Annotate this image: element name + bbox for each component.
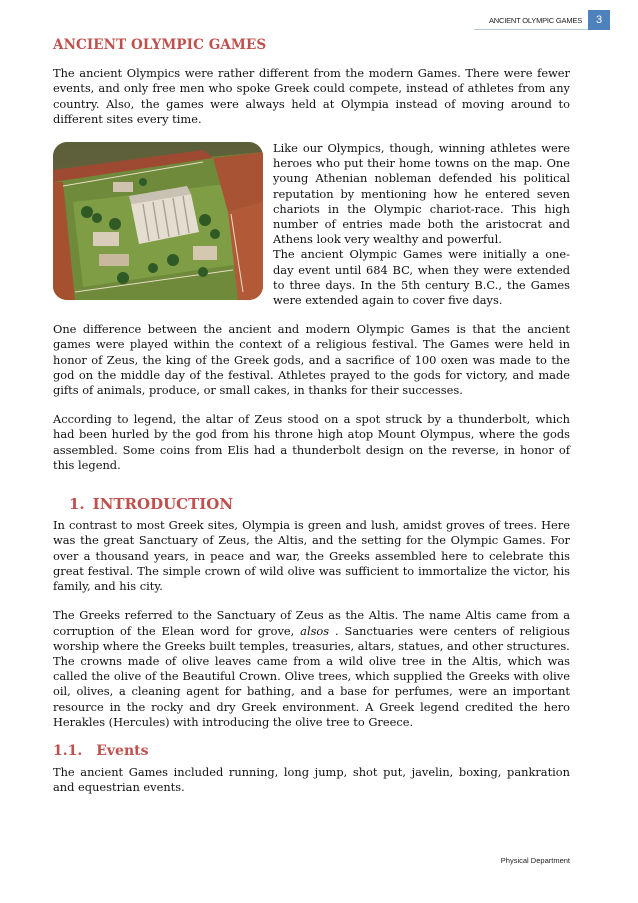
paragraph-heroes: Like our Olympics, though, winning athletes were heroes who put their home towns on the map. One young Athenian nobleman defended his political reputation by mentioning how he entered seven chariots in the Olympic chariot-race. This high number of entries made both the aristocrat and Athens look very wealthy and powerful. (273, 141, 570, 247)
heading-events-title: Events (96, 742, 149, 759)
page-footer: Physical Department (500, 856, 570, 865)
paragraph-introduction-2-b: . Sanctuaries were centers of religious worship where the Greeks built temples, treasuries, altars, statues, and other structures. (53, 623, 571, 653)
paragraph-introduction-3: The crowns made of olive leaves came from a wild olive tree in the Altis, which was called the olive of the Beautiful Crown. Olive trees, which supplied the Greeks with olive oil, olives, a cleaning agent for bathing, and a base for perfumes, were an important resource in the rocky and dry Greek environment. A Greek legend credited the hero Herakles (Hercules) with introducing the olive tree to Greece. (53, 653, 570, 729)
paragraph-intro: The ancient Olympics were rather different from the modern Games. There were fewer events, and only free men who spoke Greek could compete, instead of athletes from any country. Also, the games were always held at Olympia instead of moving around to different sites every time. (53, 66, 570, 126)
paragraph-introduction-1: In contrast to most Greek sites, Olympia is green and lush, amidst groves of trees. Here was the great Sanctuary of Zeus, the Altis, and the setting for the Olympic Games. For over a thousand years, in peace and war, the Greeks assembled here to celebrate this great festival. The simple crown of wild olive was sufficient to immortalize the victor, his family, and his city. (53, 518, 570, 594)
paragraph-introduction-2-italic: alsos (300, 623, 330, 638)
olympia-model-image (53, 142, 263, 300)
heading-events-number: 1.1. (53, 742, 83, 759)
heading-introduction (69, 497, 570, 512)
page-content (53, 38, 570, 810)
paragraph-religion: One difference between the ancient and modern Olympic Games is that the ancient games were played within the context of a religious festival. The Games were held in honor of Zeus, the king of the Greek gods, and a sacrifice of 100 oxen was made to the god on the middle day of the festival. Athletes prayed to the gods for victory, and made gifts of animals, produce, or small cakes, in thanks for their successes. (53, 322, 570, 398)
heading-events (53, 744, 570, 759)
paragraph-introduction-2 (53, 608, 570, 654)
header-rule (474, 29, 588, 30)
paragraph-legend: According to legend, the altar of Zeus stood on a spot struck by a thunderbolt, which had been hurled by the god from his throne high atop Mount Olympus, where the gods assembled. Some coins from Elis had a thunderbolt design on the reverse, in honor of this legend. (53, 412, 570, 472)
page-number: 3 (588, 10, 610, 30)
running-title: ANCIENT OLYMPIC GAMES (488, 15, 582, 25)
page-title: ANCIENT OLYMPIC GAMES (53, 37, 267, 53)
paragraph-events: The ancient Games included running, long jump, shot put, javelin, boxing, pankration and equestrian events. (53, 765, 570, 795)
paragraph-duration: The ancient Olympic Games were initially a one-day event until 684 BC, when they were extended to three days. In the 5th century B.C., the Games were extended again to cover five days. (273, 247, 570, 308)
heading-introduction-number: 1. (69, 495, 85, 514)
paragraph-introduction-2-a: The Greeks referred to the Sanctuary of Zeus as the Altis. The name Altis came from a corruption of the Elean word for grove, (53, 608, 570, 638)
heading-introduction-title: INTRODUCTION (92, 495, 234, 514)
page-header (489, 10, 610, 30)
